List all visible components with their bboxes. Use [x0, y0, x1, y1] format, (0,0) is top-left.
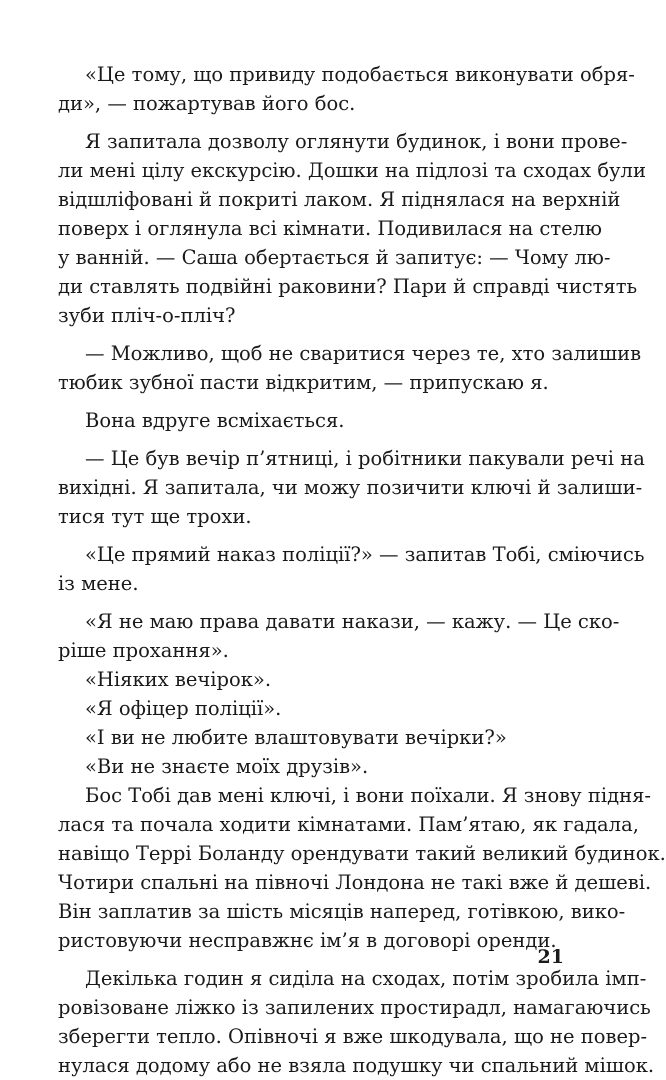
text-line: Я запитала дозволу оглянути будинок, і вони прове-	[85, 130, 628, 153]
text-line: тюбик зубної пасти відкритим, — припускаю я.	[58, 371, 549, 394]
text-line: — Можливо, щоб не сваритися через те, хто залишив	[85, 342, 642, 365]
text-line: «Це тому, що привиду подобається виконувати обря-	[85, 63, 635, 86]
text-line: Він заплатив за шість місяців наперед, готівкою, вико-	[58, 900, 626, 923]
text-line: ровізоване ліжко із запилених простирадл, намагаючись	[58, 996, 651, 1019]
text-line: ди ставлять подвійні раковини? Пари й справді чистять	[58, 275, 638, 298]
page-number: 21	[537, 946, 564, 968]
text-line: ли мені цілу екскурсію. Дошки на підлозі та сходах були	[58, 159, 646, 182]
text-line: Декілька годин я сиділа на сходах, потім зробила імп-	[85, 967, 647, 990]
text-line: лася та почала ходити кімнатами. Пам’ятаю, як гадала,	[58, 813, 639, 836]
text-line: вихідні. Я запитала, чи можу позичити ключі й залиши-	[58, 476, 643, 499]
body-text	[58, 60, 666, 1080]
text-line: зуби пліч-о-пліч?	[58, 304, 236, 327]
text-line: зберегти тепло. Опівночі я вже шкодувала, що не повер-	[58, 1025, 648, 1048]
text-line: нулася додому або не взяла подушку чи спальний мішок.	[58, 1054, 655, 1077]
text-line: навіщо Террі Боланду орендувати такий великий будинок.	[58, 842, 666, 865]
text-line: «Ніяких вечірок».	[85, 668, 272, 691]
text-line: Бос Тобі дав мені ключі, і вони поїхали. Я знову підня-	[85, 784, 651, 807]
text-line: «Ви не знаєте моїх друзів».	[85, 755, 369, 778]
text-line: ристовуючи несправжнє ім’я в договорі оренди.	[58, 929, 557, 952]
text-line: — Це був вечір п’ятниці, і робітники пакували речі на	[85, 447, 645, 470]
text-line: «Я офіцер поліції».	[85, 697, 282, 720]
text-line: «Це прямий наказ поліції?» — запитав Тобі, сміючись	[85, 543, 645, 566]
text-line: Вона вдруге всміхається.	[85, 409, 345, 432]
text-line: Чотири спальні на півночі Лондона не такі вже й дешеві.	[58, 871, 652, 894]
text-line: ріше прохання».	[58, 639, 229, 662]
text-line: відшліфовані й покриті лаком. Я піднялася на верхній	[58, 188, 621, 211]
text-line: у ванній. — Саша обертається й запитує: — Чому лю-	[58, 246, 611, 269]
text-line: «І ви не любите влаштовувати вечірки?»	[85, 726, 507, 749]
text-line: тися тут ще трохи.	[58, 505, 252, 528]
text-line: ди», — пожартував його бос.	[58, 92, 356, 115]
text-line: поверх і оглянула всі кімнати. Подивилася на стелю	[58, 217, 603, 240]
text-line: «Я не маю права давати накази, — кажу. — Це ско-	[85, 610, 620, 633]
text-line: із мене.	[58, 572, 139, 595]
